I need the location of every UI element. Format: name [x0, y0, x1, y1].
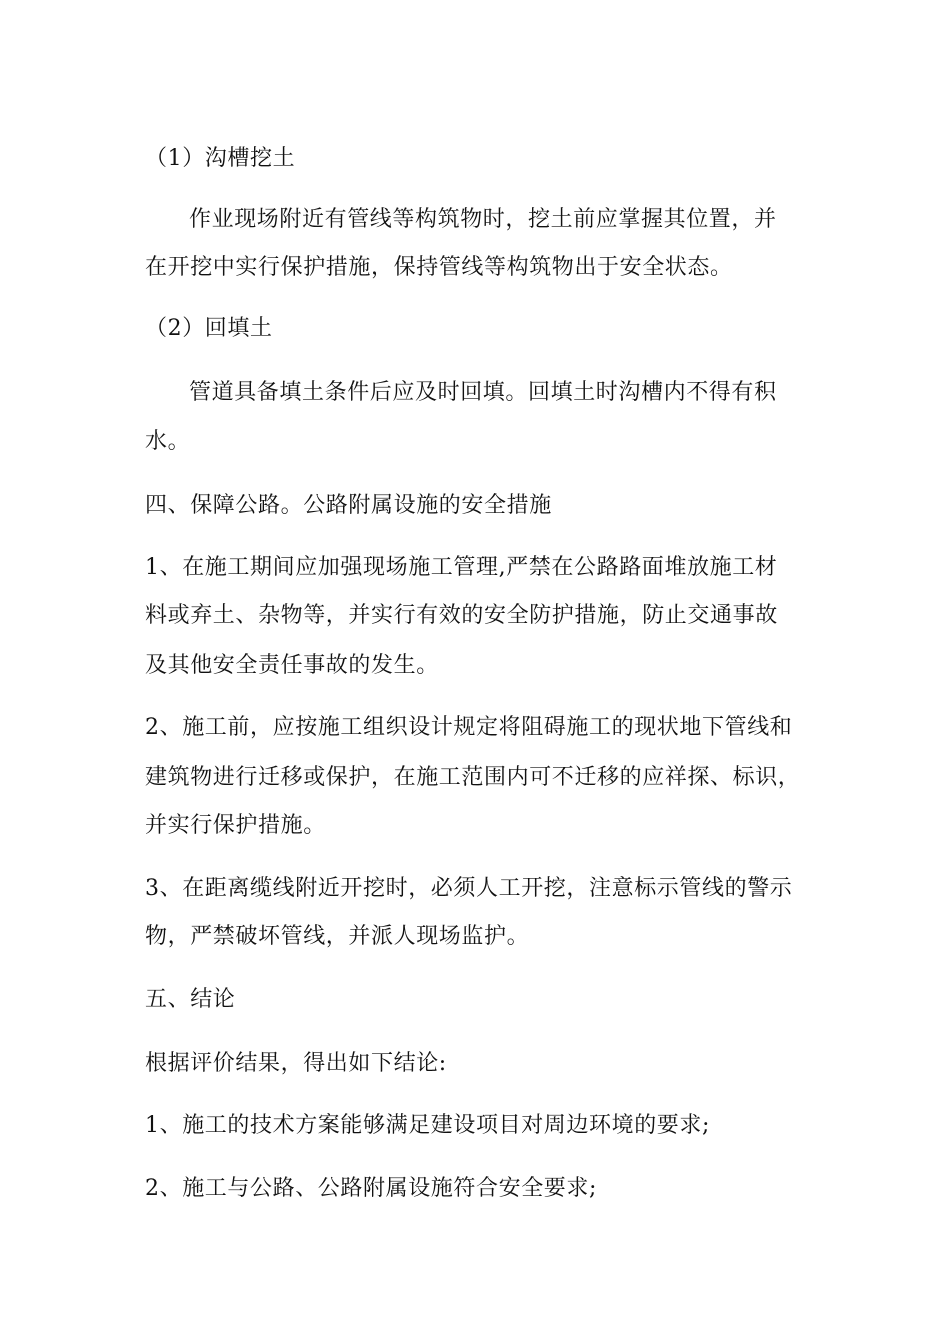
list-item-line: 物，严禁破坏管线，并派人现场监护。: [145, 924, 530, 949]
list-item-line: 2、施工前，应按施工组织设计规定将阻碍施工的现状地下管线和: [145, 715, 793, 740]
subheading-backfill: （2）回填土: [145, 316, 273, 341]
paragraph-line: 在开挖中实行保护措施，保持管线等构筑物出于安全状态。: [145, 255, 733, 280]
conclusion-item: 2、施工与公路、公路附属设施符合安全要求;: [145, 1176, 598, 1201]
section-heading-four: 四、保障公路。公路附属设施的安全措施: [145, 493, 552, 518]
subheading-trench-excavation: （1）沟槽挖土: [145, 146, 296, 171]
list-item-line: 并实行保护措施。: [145, 813, 326, 838]
conclusion-item: 1、施工的技术方案能够满足建设项目对周边环境的要求;: [145, 1113, 711, 1138]
paragraph-line: 作业现场附近有管线等构筑物时，挖土前应掌握其位置，并: [189, 207, 777, 232]
paragraph-line: 根据评价结果，得出如下结论:: [145, 1051, 447, 1076]
list-item-line: 1、在施工期间应加强现场施工管理,严禁在公路路面堆放施工材: [145, 555, 778, 580]
list-item-line: 建筑物进行迁移或保护，在施工范围内可不迁移的应祥探、标识，: [145, 765, 801, 790]
section-heading-five: 五、结论: [145, 987, 236, 1012]
list-item-line: 3、在距离缆线附近开挖时，必须人工开挖，注意标示管线的警示: [145, 876, 793, 901]
paragraph-line: 管道具备填土条件后应及时回填。回填土时沟槽内不得有积: [189, 380, 777, 405]
list-item-line: 及其他安全责任事故的发生。: [145, 653, 439, 678]
list-item-line: 料或弃土、杂物等，并实行有效的安全防护措施，防止交通事故: [145, 603, 778, 628]
paragraph-line: 水。: [145, 429, 191, 454]
